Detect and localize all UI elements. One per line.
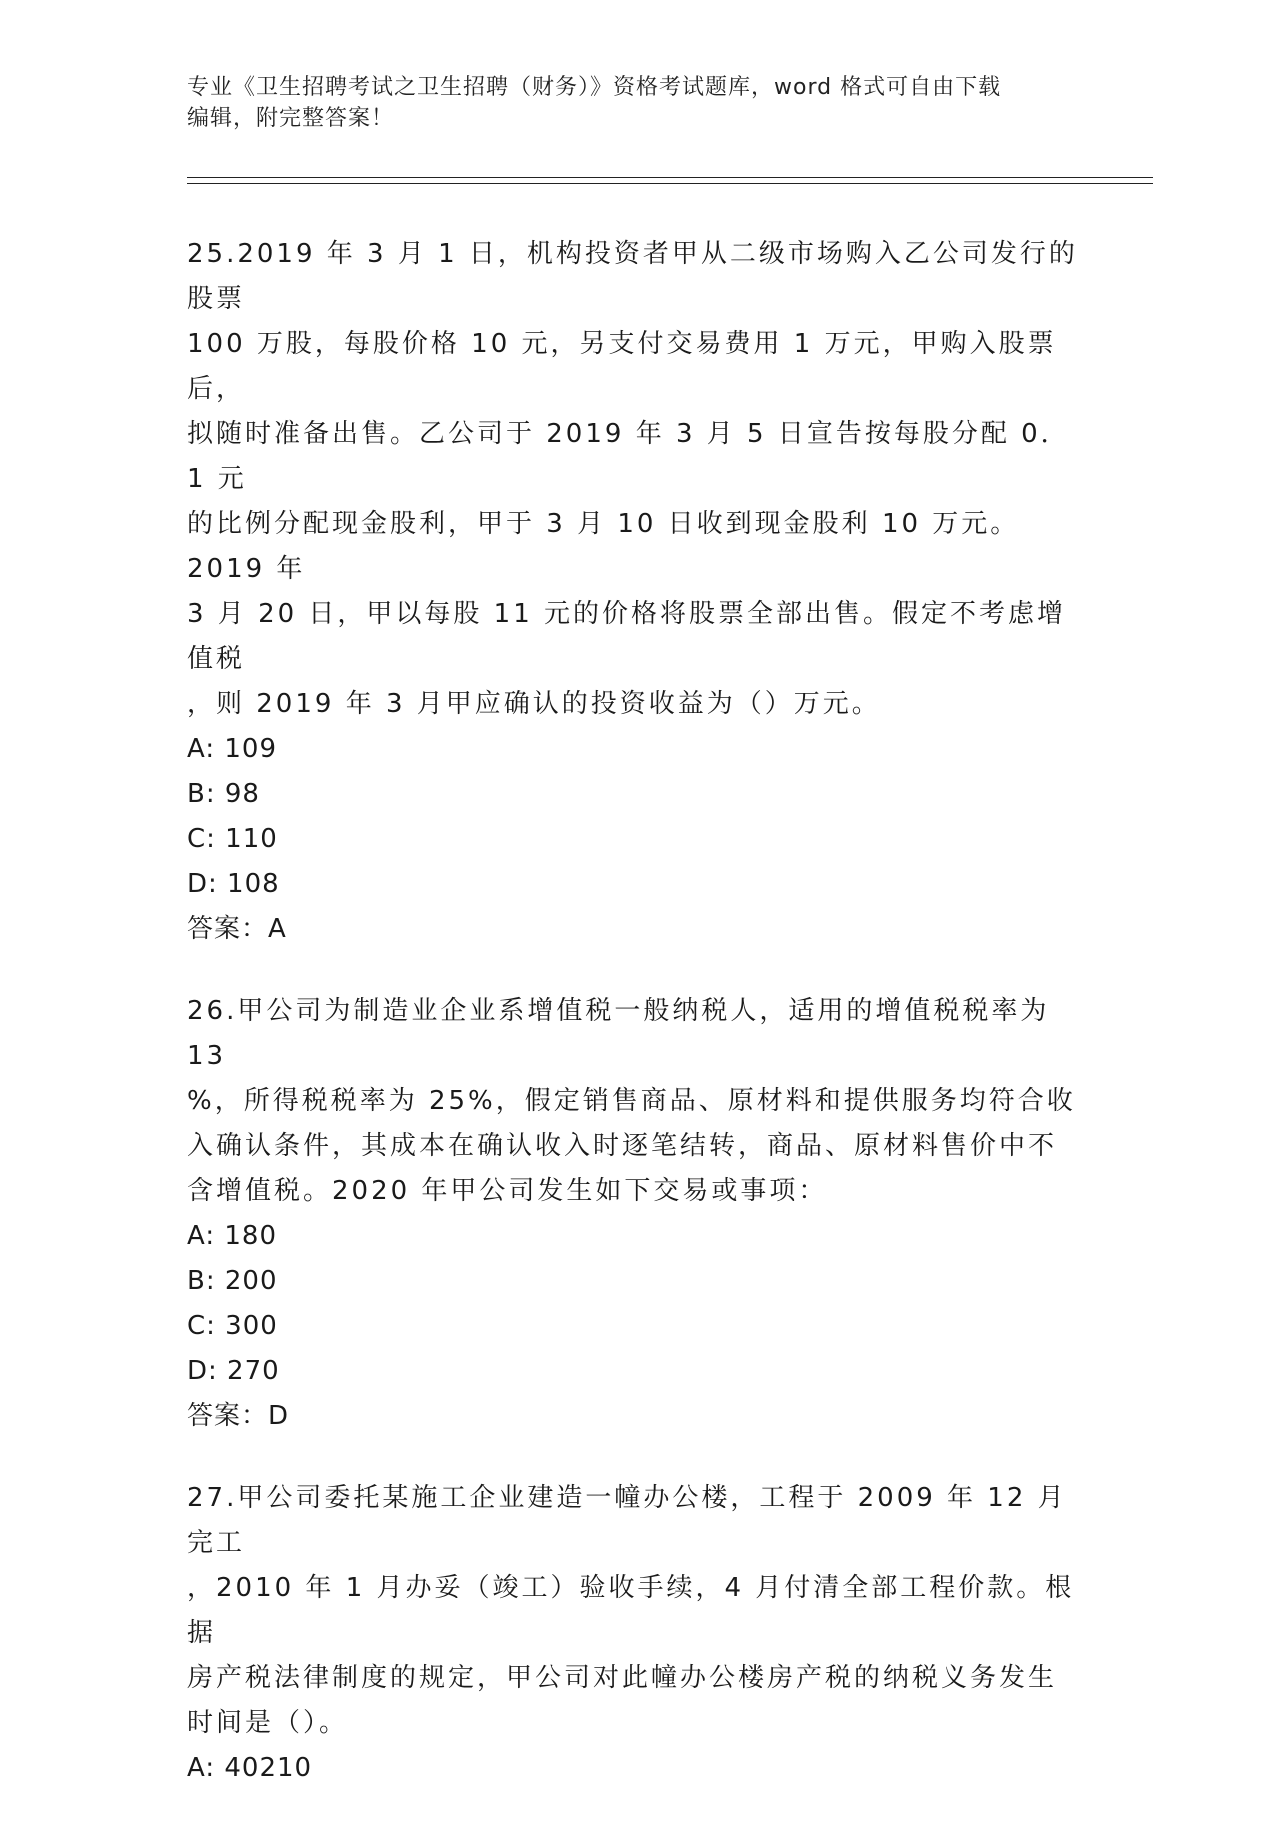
question-line: 房产税法律制度的规定，甲公司对此幢办公楼房产税的纳税义务发生: [187, 1663, 1058, 1693]
header-line-2: 编辑，附完整答案！: [187, 106, 395, 131]
option-c: C: 110: [187, 824, 278, 854]
question-line: 27.甲公司委托某施工企业建造一幢办公楼，工程于 2009 年 12 月完工: [187, 1483, 1067, 1558]
option-a: A: 109: [187, 734, 277, 764]
question-line: 26.甲公司为制造业企业系增值税一般纳税人，适用的增值税税率为 13: [187, 996, 1050, 1071]
question-line: 拟随时准备出售。乙公司于 2019 年 3 月 5 日宣告按每股分配 0．1 元: [187, 419, 1070, 494]
question-26: [187, 989, 1087, 1439]
question-text: [187, 232, 1087, 727]
question-27: [187, 1476, 1087, 1791]
option-a: A: 180: [187, 1221, 277, 1251]
question-25: [187, 232, 1087, 952]
question-line: 3 月 20 日，甲以每股 11 元的价格将股票全部出售。假定不考虑增值税: [187, 599, 1067, 674]
question-line: ，2010 年 1 月办妥（竣工）验收手续，4 月付清全部工程价款。根据: [187, 1573, 1075, 1648]
header-line-1: 专业《卫生招聘考试之卫生招聘（财务）》资格考试题库，word 格式可自由下载: [187, 75, 1002, 100]
answer: 答案：A: [187, 914, 287, 944]
answer: 答案：D: [187, 1401, 290, 1431]
option-d: D: 108: [187, 869, 280, 899]
question-line: %，所得税税率为 25%，假定销售商品、原材料和提供服务均符合收: [187, 1086, 1076, 1116]
question-line: 25.2019 年 3 月 1 日，机构投资者甲从二级市场购入乙公司发行的股票: [187, 239, 1078, 314]
question-line: 时间是（）。: [187, 1708, 349, 1738]
question-list: [187, 232, 1087, 1828]
option-a: A: 40210: [187, 1753, 313, 1783]
option-d: D: 270: [187, 1356, 280, 1386]
option-c: C: 300: [187, 1311, 278, 1341]
question-text: [187, 989, 1087, 1214]
question-line: 100 万股，每股价格 10 元，另支付交易费用 1 万元，甲购入股票后，: [187, 329, 1057, 404]
header-divider-top: [187, 177, 1153, 178]
question-line: 含增值税。2020 年甲公司发生如下交易或事项：: [187, 1176, 828, 1206]
question-text: [187, 1476, 1087, 1746]
question-line: ，则 2019 年 3 月甲应确认的投资收益为（）万元。: [187, 689, 881, 719]
option-b: B: 200: [187, 1266, 278, 1296]
question-line: 的比例分配现金股利，甲于 3 月 10 日收到现金股利 10 万元。2019 年: [187, 509, 1020, 584]
header-divider-bottom: [187, 183, 1153, 184]
option-b: B: 98: [187, 779, 260, 809]
question-line: 入确认条件，其成本在确认收入时逐笔结转，商品、原材料售价中不: [187, 1131, 1058, 1161]
document-header: [187, 72, 1087, 134]
